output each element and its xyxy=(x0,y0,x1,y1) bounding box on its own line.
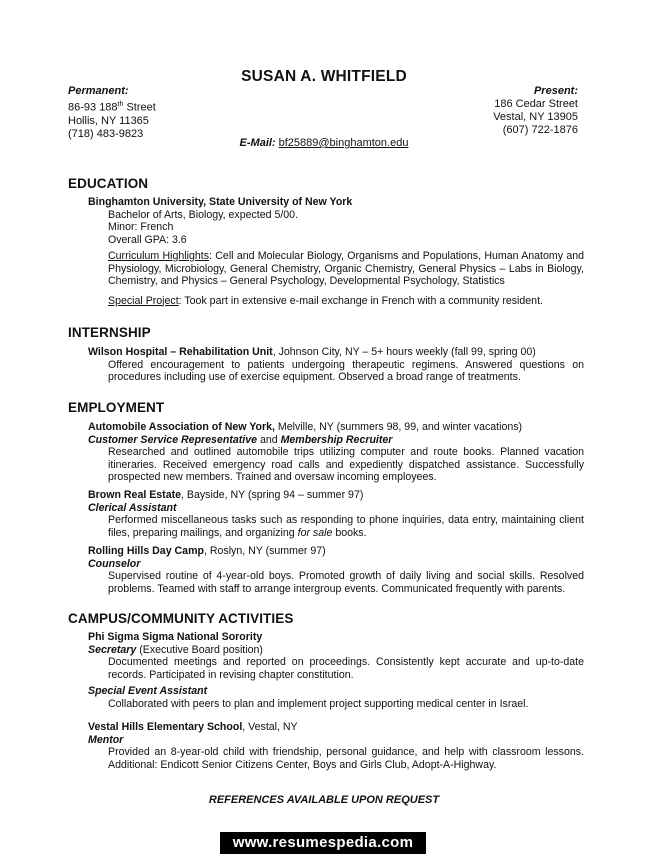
present-address xyxy=(493,85,578,137)
education-block xyxy=(88,196,584,307)
internship-desc: Offered encouragement to patients undergoing therapeutic regimens. Answered questions on procedures including use of exercise equipment. Observed a broad range of treatments. xyxy=(108,358,584,383)
job-title-line: Brown Real Estate, Bayside, NY (spring 94 – summer 97) xyxy=(88,489,364,501)
watermark-banner: www.resumespedia.com xyxy=(220,832,426,854)
internship-heading: INTERNSHIP xyxy=(68,325,151,340)
secretary-desc: Documented meetings and reported on proceedings. Consistently kept accurate and up-to-date records. Participated in revising chapter constitution. xyxy=(108,656,584,681)
email-link[interactable]: bf25889@binghamton.edu xyxy=(278,137,409,149)
employment-heading: EMPLOYMENT xyxy=(68,400,165,415)
candidate-name: SUSAN A. WHITFIELD xyxy=(241,68,407,85)
mentor-desc: Provided an 8-year-old child with friendship, personal guidance, and help with classroom lessons. Additional: Endicott Senior Citizens Center, Boys and Girls Club, Adopt-A-Highway. xyxy=(108,746,584,771)
event-desc: Collaborated with peers to plan and implement project supporting medical center in Israel. xyxy=(108,697,529,710)
curriculum-highlights: Curriculum Highlights: Cell and Molecular Biology, Organisms and Populations, Human Anatomy and Physiology, Microbiology, General Chemistry, Organic Chemistry, General Physics – Labs in Biology, Chemistry, and Physics – General Psychology, Developmental Psychology, Statistics xyxy=(108,250,584,287)
job-desc: Supervised routine of 4-year-old boys. Promoted growth of daily living and social skills. Resolved problems. Teamed with staff to arrange intergroup events. Communicated frequently with parents. xyxy=(108,570,584,595)
job-title-line: Rolling Hills Day Camp, Roslyn, NY (summer 97) xyxy=(88,545,326,557)
job-desc: Researched and outlined automobile trips utilizing computer and route books. Planned vacation itineraries. Received emergency road calls and expediently dispatched assistance. Successfully prospected new members. Trained and oversaw incoming employees. xyxy=(108,446,584,483)
job-title-line: Automobile Association of New York, Melville, NY (summers 98, 99, and winter vacations) xyxy=(88,421,523,433)
permanent-street: 86-93 188th Street xyxy=(68,101,156,114)
job-role: Counselor xyxy=(88,557,141,570)
mentor-block xyxy=(88,721,584,771)
secretary-role: Secretary (Executive Board position) xyxy=(88,643,263,656)
present-phone: (607) 722-1876 xyxy=(502,124,578,136)
job-brown-real-estate xyxy=(88,489,584,539)
permanent-city: Hollis, NY 11365 xyxy=(68,114,149,127)
sorority-block xyxy=(88,631,584,710)
permanent-address xyxy=(68,85,156,141)
job-desc: Performed miscellaneous tasks such as responding to phone inquiries, data entry, maintaining client files, preparing mailings, and organizing for sale books. xyxy=(108,514,584,539)
activities-heading: CAMPUS/COMMUNITY ACTIVITIES xyxy=(68,611,294,626)
internship-title: Wilson Hospital – Rehabilitation Unit, Johnson City, NY – 5+ hours weekly (fall 99, spring 00) xyxy=(88,346,536,358)
education-heading: EDUCATION xyxy=(68,176,149,191)
school-org-line: Vestal Hills Elementary School, Vestal, NY xyxy=(88,721,298,733)
job-role: Customer Service Representative and Membership Recruiter xyxy=(88,433,393,446)
school-name: Binghamton University, State University of New York xyxy=(88,196,353,208)
references-note: REFERENCES AVAILABLE UPON REQUEST xyxy=(208,794,440,806)
permanent-phone: (718) 483-9823 xyxy=(68,127,144,140)
job-role: Clerical Assistant xyxy=(88,501,177,514)
sorority-name: Phi Sigma Sigma National Sorority xyxy=(88,631,263,643)
email-line xyxy=(0,137,648,149)
special-project: Special Project: Took part in extensive e-mail exchange in French with a community resident. xyxy=(108,294,543,307)
degree-details: Bachelor of Arts, Biology, expected 5/00. Minor: French Overall GPA: 3.6 xyxy=(108,208,299,246)
present-label: Present: xyxy=(533,85,578,97)
present-city: Vestal, NY 13905 xyxy=(493,111,578,123)
job-aaa xyxy=(88,421,584,484)
event-role: Special Event Assistant xyxy=(88,685,208,697)
permanent-label: Permanent: xyxy=(68,85,129,97)
mentor-role: Mentor xyxy=(88,733,124,746)
present-street: 186 Cedar Street xyxy=(494,98,578,110)
email-label: E-Mail: xyxy=(239,137,276,149)
internship-block xyxy=(88,346,584,384)
job-rolling-hills xyxy=(88,545,584,595)
